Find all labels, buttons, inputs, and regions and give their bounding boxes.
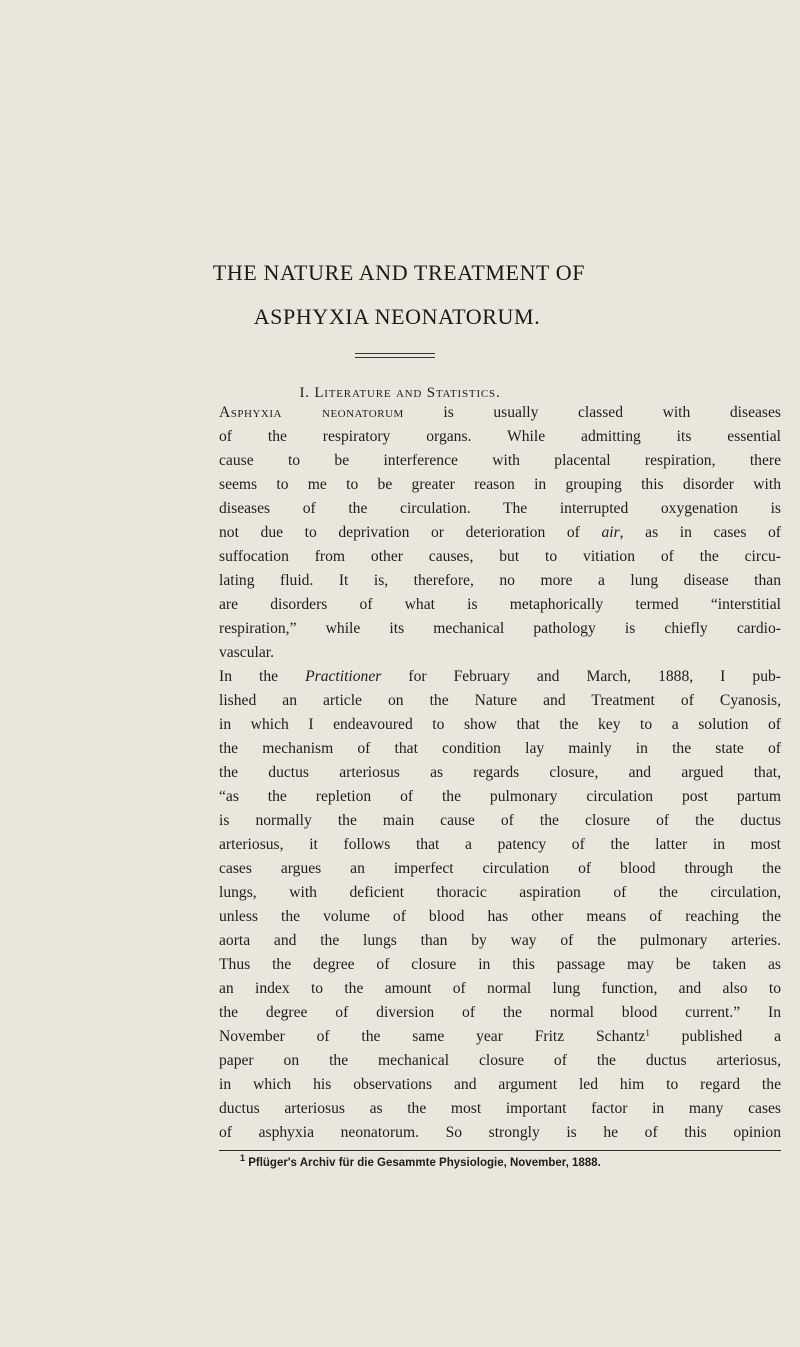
footnote-divider: [219, 1150, 781, 1151]
body-line-1: [219, 401, 781, 425]
body-line-22: unless the volume of blood has other means of reaching the: [219, 908, 781, 925]
body-line-13: lished an article on the Nature and Treatment of Cyanosis,: [219, 692, 781, 709]
body-line-30: ductus arteriosus as the most important factor in many cases: [219, 1100, 781, 1117]
body-line-27: [219, 1025, 781, 1049]
footnote-text: Pflüger's Archiv für die Gesammte Physiologie, November, 1888.: [245, 1157, 601, 1169]
body-line-12: [219, 665, 781, 689]
body-line-text: published a: [649, 1028, 781, 1045]
body-line-26: the degree of diversion of the normal blood current.” In: [219, 1004, 781, 1021]
title-line-2: ASPHYXIA NEONATORUM.: [253, 304, 541, 329]
body-line-4: seems to me to be greater reason in grouping this disorder with: [219, 476, 781, 493]
body-line-9: are disorders of what is metaphorically termed “interstitial: [219, 596, 781, 613]
body-line-text: not due to deprivation or deterioration of: [219, 524, 602, 541]
title-divider-top: [355, 353, 435, 354]
body-line-11: vascular.: [219, 644, 274, 661]
body-line-text: is usually classed with diseases: [403, 404, 781, 421]
body-line-10: respiration,” while its mechanical pathology is chiefly cardio-: [219, 620, 781, 637]
italic-term: air: [601, 524, 620, 541]
body-line-28: paper on the mechanical closure of the ductus arteriosus,: [219, 1052, 781, 1069]
body-line-24: Thus the degree of closure in this passage may be taken as: [219, 956, 781, 973]
lead-term: Asphyxia neonatorum: [219, 404, 404, 421]
body-line-19: arteriosus, it follows that a patency of the latter in most: [219, 836, 781, 853]
body-line-7: suffocation from other causes, but to vitiation of the circu-: [219, 548, 781, 565]
title-line-1: THE NATURE AND TREATMENT OF: [212, 260, 586, 285]
body-line-5: diseases of the circulation. The interrupted oxygenation is: [219, 500, 781, 517]
section-heading: I. Literature and Statistics.: [299, 385, 501, 401]
body-line-31: of asphyxia neonatorum. So strongly is he of this opinion: [219, 1124, 781, 1141]
body-line-25: an index to the amount of normal lung function, and also to: [219, 980, 781, 997]
journal-title: Practitioner: [305, 668, 382, 685]
body-line-23: aorta and the lungs than by way of the pulmonary arteries.: [219, 932, 781, 949]
body-line-text: , as in cases of: [619, 524, 781, 541]
body-line-14: in which I endeavoured to show that the key to a solution of: [219, 716, 781, 733]
body-line-20: cases argues an imperfect circulation of blood through the: [219, 860, 781, 877]
body-line-21: lungs, with deficient thoracic aspiration of the circulation,: [219, 884, 781, 901]
body-line-29: in which his observations and argument led him to regard the: [219, 1076, 781, 1093]
footnote: [240, 1153, 601, 1170]
body-line-8: lating fluid. It is, therefore, no more a lung disease than: [219, 572, 781, 589]
body-line-17: “as the repletion of the pulmonary circulation post partum: [219, 788, 781, 805]
body-line-6: [219, 521, 781, 545]
footnote-marker: 1: [240, 1153, 246, 1163]
footnote-ref: 1: [645, 1028, 650, 1038]
body-line-2: of the respiratory organs. While admitting its essential: [219, 428, 781, 445]
body-line-text: for February and March, 1888, I pub-: [381, 668, 781, 685]
title-divider-bottom: [355, 357, 435, 358]
body-line-text: November of the same year Fritz Schantz: [219, 1028, 646, 1045]
body-line-3: cause to be interference with placental respiration, there: [219, 452, 781, 469]
body-line-18: is normally the main cause of the closure of the ductus: [219, 812, 781, 829]
body-line-text: In the: [219, 668, 306, 685]
body-line-15: the mechanism of that condition lay mainly in the state of: [219, 740, 781, 757]
body-line-16: the ductus arteriosus as regards closure, and argued that,: [219, 764, 781, 781]
